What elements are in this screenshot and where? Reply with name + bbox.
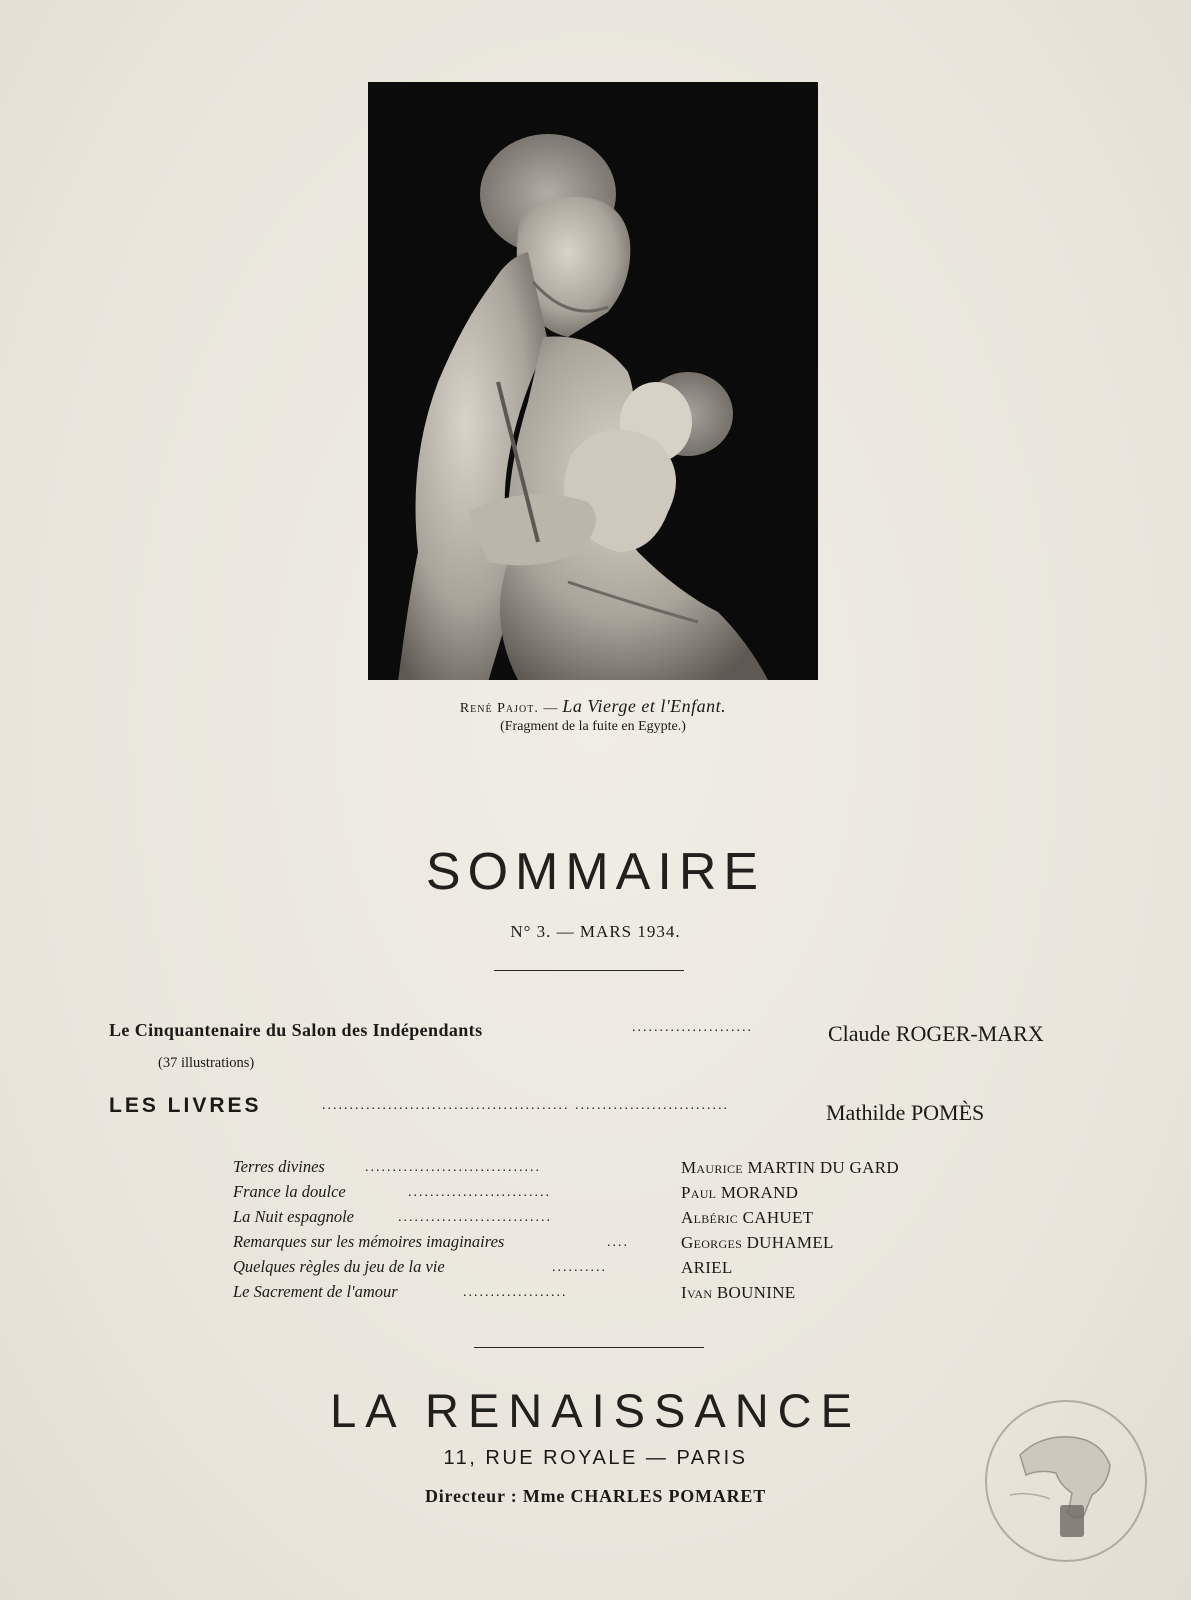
book-author [681, 1283, 795, 1303]
book-title: Remarques sur les mémoires imaginaires [233, 1232, 505, 1251]
publisher-director: Directeur : Mme CHARLES POMARET [424, 1486, 767, 1506]
publisher-address: 11, RUE ROYALE — PARIS [443, 1447, 748, 1469]
author-first-name: Claude [828, 1021, 891, 1046]
hand-stamp-seal-icon [980, 1395, 1152, 1567]
leader-dots: .......... [552, 1260, 607, 1275]
author-last-name: CAHUET [742, 1208, 814, 1227]
book-title: La Nuit espagnole [233, 1207, 355, 1226]
author-first-name: Mathilde [826, 1100, 906, 1125]
sculpture-photo [368, 82, 818, 680]
entry-title: LES LIVRES [109, 1094, 262, 1117]
leader-dots: .......................... [408, 1185, 551, 1200]
entry-note: (37 illustrations) [158, 1055, 255, 1071]
caption-work-title: La Vierge et l'Enfant. [562, 696, 727, 716]
author-last-name: MARTIN DU GARD [747, 1158, 899, 1177]
author-first-name: Ivan [681, 1283, 713, 1302]
book-author [681, 1158, 899, 1178]
author-first-name: Maurice [681, 1158, 743, 1177]
book-title: Le Sacrement de l'amour [233, 1282, 398, 1301]
author-first-name: Georges [681, 1233, 743, 1252]
page-title: SOMMAIRE [425, 843, 766, 901]
entry-title: Le Cinquantenaire du Salon des Indépendants [109, 1020, 483, 1040]
author-last-name: MORAND [720, 1183, 799, 1202]
photo-caption [368, 696, 818, 717]
leader-dots: ...................... [632, 1020, 753, 1035]
leader-dots: ............................ [398, 1210, 552, 1225]
entry-author [826, 1100, 984, 1126]
author-last-name: DUHAMEL [746, 1233, 834, 1252]
divider [494, 970, 684, 971]
leader-dots: ............................................. ............................ [322, 1098, 729, 1113]
book-title: Terres divines [233, 1157, 325, 1176]
book-author [681, 1208, 813, 1228]
publisher-name: LA RENAISSANCE [330, 1384, 861, 1437]
book-title: Quelques règles du jeu de la vie [233, 1257, 445, 1276]
leader-dots: .... [607, 1235, 629, 1250]
leader-dots: ................... [463, 1285, 568, 1300]
author-last-name: ARIEL [681, 1258, 733, 1277]
divider [474, 1347, 704, 1348]
author-last-name: ROGER-MARX [895, 1021, 1044, 1046]
entry-author [828, 1021, 1044, 1047]
book-author [681, 1258, 733, 1278]
book-author [681, 1183, 798, 1203]
author-last-name: BOUNINE [716, 1283, 796, 1302]
author-first-name: Paul [681, 1183, 717, 1202]
book-title: France la doulce [233, 1182, 346, 1201]
issue-number: N° 3. — MARS 1934. [510, 922, 681, 941]
caption-artist: René Pajot. — [459, 701, 559, 716]
caption-note: (Fragment de la fuite en Egypte.) [500, 719, 686, 734]
book-author [681, 1233, 834, 1253]
leader-dots: ................................ [365, 1160, 541, 1175]
author-first-name: Albéric [681, 1208, 739, 1227]
madonna-and-child-sculpture-image [368, 82, 818, 680]
author-last-name: POMÈS [910, 1100, 985, 1125]
